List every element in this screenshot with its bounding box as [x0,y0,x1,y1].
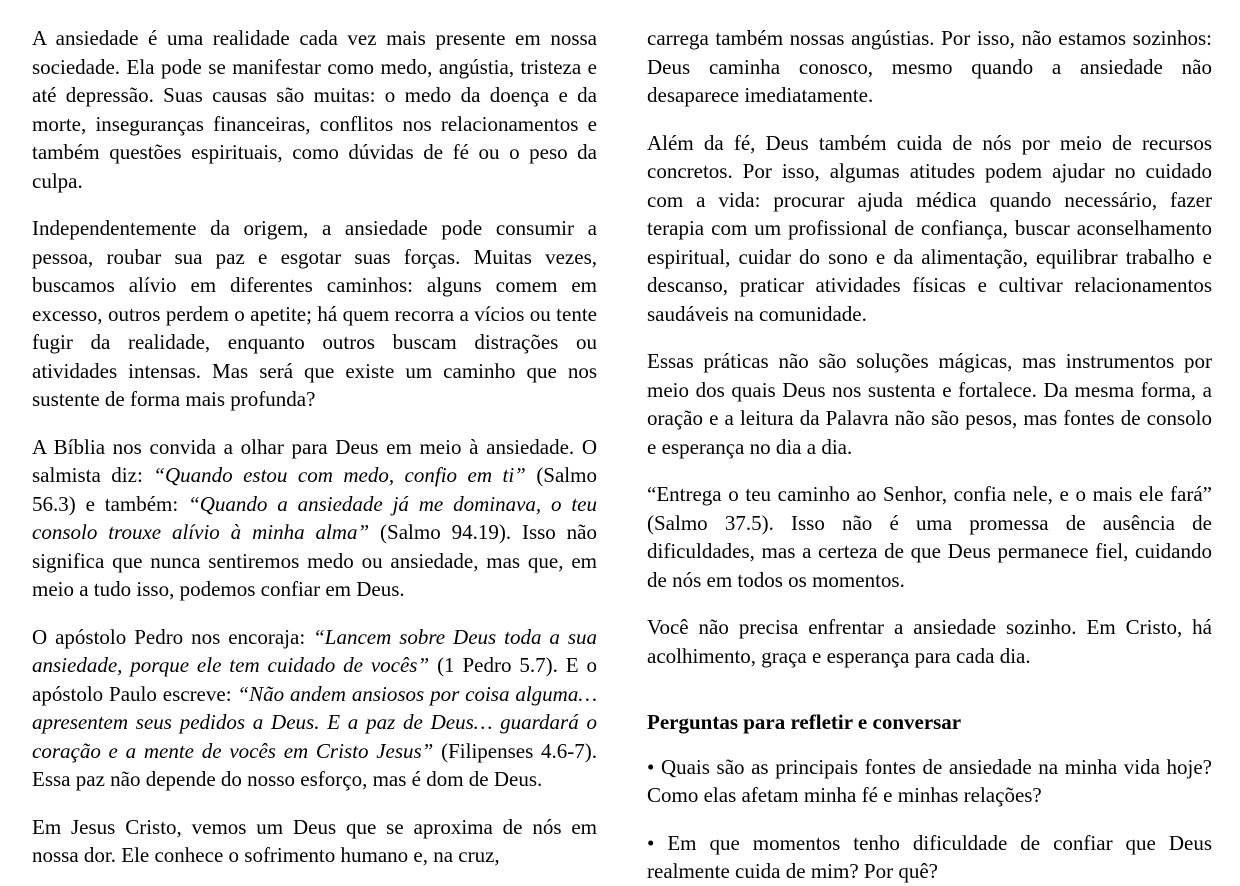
body-text: (Salmo 56.3) e também: [32,463,597,516]
section-heading [647,708,1212,737]
paragraph [32,623,597,794]
body-text: O apóstolo Pedro nos encoraja: [32,624,314,649]
bullet-item [647,753,1212,810]
body-text: carrega também nossas angústias. Por isso, não estamos sozinhos: Deus caminha conosco, mesmo quando a ansiedade não desaparece imediatamente. [647,26,1212,107]
paragraph [647,480,1212,594]
body-text: (1 Pedro 5.7). E o apóstolo Paulo escreve: [32,653,598,706]
bullet-item [647,829,1212,886]
body-text: Perguntas para refletir e conversar [647,710,962,734]
body-text: (Filipenses 4.6-7). Essa paz não depende do nosso esforço, mas é dom de Deus. [32,738,597,791]
body-text: A ansiedade é uma realidade cada vez mais presente em nossa sociedade. Ela pode se manifestar como medo, angústia, tristeza e até depressão. Suas causas são muitas: o medo da doença e da morte, inseguranças financeiras, conflitos nos relacionamentos e também questões espirituais, como dúvidas de fé ou o peso da culpa. [32,26,597,193]
column-left [32,24,597,886]
body-text: Você não precisa enfrentar a ansiedade sozinho. Em Cristo, há acolhimento, graça e esperança para cada dia. [647,615,1212,668]
paragraph [647,347,1212,461]
body-text: • Em que momentos tenho dificuldade de confiar que Deus realmente cuida de mim? Por quê? [647,830,1212,883]
quote-text: “Lancem sobre Deus toda a sua ansiedade, porque ele tem cuidado de vocês” [32,624,597,677]
body-text: “Entrega o teu caminho ao Senhor, confia nele, e o mais ele fará” (Salmo 37.5). Isso não é uma promessa de ausência de dificuldades, mas a certeza de que Deus permanece fiel, cuidando de nós em todos os momentos. [647,482,1212,592]
column-right [647,24,1212,886]
body-text: A Bíblia nos convida a olhar para Deus em meio à ansiedade. O salmista diz: [32,434,597,487]
body-text: (Salmo 94.19). Isso não significa que nunca sentiremos medo ou ansiedade, mas que, em meio a tudo isso, podemos confiar em Deus. [32,520,597,601]
paragraph [647,613,1212,670]
paragraph [32,433,597,604]
paragraph [647,24,1212,110]
paragraph [32,813,597,870]
quote-text: “Quando estou com medo, confio em ti” [153,463,526,487]
paragraph [32,214,597,414]
body-text: • Quais são as principais fontes de ansiedade na minha vida hoje? Como elas afetam minha fé e minhas relações? [647,754,1212,807]
paragraph [647,129,1212,329]
body-text: Além da fé, Deus também cuida de nós por meio de recursos concretos. Por isso, algumas atitudes podem ajudar no cuidado com a vida: procurar ajuda médica quando necessário, fazer terapia com um profissional de confiança, buscar aconselhamento espiritual, cuidar do sono e da alimentação, equilibrar trabalho e descanso, praticar atividades físicas e cultivar relacionamentos saudáveis na comunidade. [647,130,1212,326]
body-text: Independentemente da origem, a ansiedade pode consumir a pessoa, roubar sua paz e esgotar suas forças. Muitas vezes, buscamos alívio em diferentes caminhos: alguns comem em excesso, outros perdem o apetite; há quem recorra a vícios ou tente fugir da realidade, enquanto outros buscam distrações ou atividades intensas. Mas será que existe um caminho que nos sustente de forma mais profunda? [32,216,597,411]
quote-text: “Quando a ansiedade já me dominava, o teu consolo trouxe alívio à minha alma” [32,491,598,544]
quote-text: “Não andem ansiosos por coisa alguma… apresentem seus pedidos a Deus. E a paz de Deus… guardará o coração e a mente de vocês em Cristo Jesus” [32,681,598,763]
paragraph [32,24,597,195]
body-text: Essas práticas não são soluções mágicas, mas instrumentos por meio dos quais Deus nos sustenta e fortalece. Da mesma forma, a oração e a leitura da Palavra não são pesos, mas fontes de consolo e esperança no dia a dia. [647,349,1212,459]
body-text: Em Jesus Cristo, vemos um Deus que se aproxima de nós em nossa dor. Ele conhece o sofrimento humano e, na cruz, [32,814,597,867]
